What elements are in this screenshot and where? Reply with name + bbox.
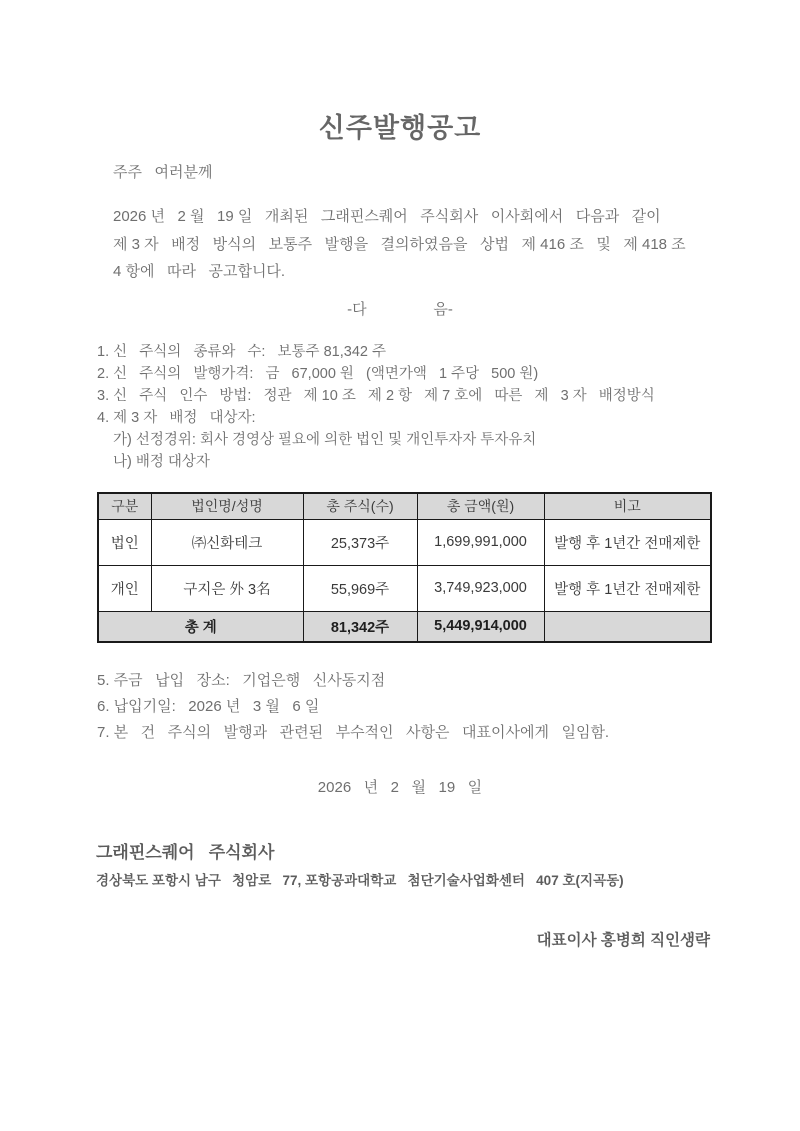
intro-line-1: 2026 년 2 월 19 일 개최된 그래핀스퀘어 주식회사 이사회에서 다음과 같이 xyxy=(113,208,661,225)
col-header-category: 구분 xyxy=(98,493,151,519)
term-item-4a: 가) 선정경위: 회사 경영상 필요에 의한 법인 및 개인투자자 투자유치 xyxy=(113,432,537,448)
col-header-amount: 총 금액(원) xyxy=(417,493,544,519)
term-item-5: 5. 주금 납입 장소: 기업은행 신사동지점 xyxy=(97,672,386,689)
term-item-2: 2. 신 주식의 발행가격: 금 67,000 원 (액면가액 1 주당 500 원) xyxy=(97,366,539,382)
payment-list xyxy=(97,668,737,746)
section-separator: -다 음- xyxy=(347,301,453,318)
table-row-corporation xyxy=(98,519,711,565)
term-item-4: 4. 제 3 자 배정 대상자: xyxy=(97,410,256,426)
cell-category: 법인 xyxy=(98,519,151,565)
term-item-4b: 나) 배정 대상자 xyxy=(113,454,210,470)
intro-paragraph xyxy=(113,203,713,286)
document-title: 신주발행공고 xyxy=(318,113,482,143)
term-item-6: 6. 납입기일: 2026 년 3 월 6 일 xyxy=(97,698,320,715)
total-amount: 5,449,914,000 xyxy=(417,611,544,642)
col-header-shares: 총 주식(수) xyxy=(303,493,417,519)
term-item-1: 1. 신 주식의 종류와 수: 보통주 81,342 주 xyxy=(97,344,386,360)
allocation-table xyxy=(97,492,712,643)
cell-amount: 3,749,923,000 xyxy=(417,565,544,611)
table-total-row xyxy=(98,611,711,642)
intro-line-2: 제 3 자 배정 방식의 보통주 발행을 결의하였음을 상법 제 416 조 및 제 418 조 xyxy=(113,235,686,253)
col-header-name: 법인명/성명 xyxy=(151,493,303,519)
company-name: 그래핀스퀘어 주식회사 xyxy=(96,843,275,862)
cell-name: ㈜신화테크 xyxy=(151,519,303,565)
cell-amount: 1,699,991,000 xyxy=(417,519,544,565)
greeting-line: 주주 여러분께 xyxy=(113,164,213,181)
cell-shares: 25,373주 xyxy=(303,519,417,565)
total-note xyxy=(544,611,711,642)
cell-category: 개인 xyxy=(98,565,151,611)
cell-note: 발행 후 1년간 전매제한 xyxy=(544,565,711,611)
company-address: 경상북도 포항시 남구 청암로 77, 포항공과대학교 첨단기술사업화센터 407 호(지곡동) xyxy=(96,873,624,888)
total-label: 총 계 xyxy=(98,611,303,642)
total-shares: 81,342주 xyxy=(303,611,417,642)
col-header-note: 비고 xyxy=(544,493,711,519)
cell-note: 발행 후 1년간 전매제한 xyxy=(544,519,711,565)
terms-list xyxy=(97,341,737,473)
term-item-3: 3. 신 주식 인수 방법: 정관 제 10 조 제 2 항 제 7 호에 따른 제 3 자 배정방식 xyxy=(97,388,655,404)
document-date: 2026 년 2 월 19 일 xyxy=(317,779,483,796)
table-row-individual xyxy=(98,565,711,611)
cell-name: 구지은 外 3名 xyxy=(151,565,303,611)
table-header-row xyxy=(98,493,711,519)
term-item-7: 7. 본 건 주식의 발행과 관련된 부수적인 사항은 대표이사에게 일임함. xyxy=(97,724,610,741)
intro-line-3: 4 항에 따라 공고합니다. xyxy=(113,263,286,280)
cell-shares: 55,969주 xyxy=(303,565,417,611)
ceo-signature-line: 대표이사 홍병희 직인생략 xyxy=(536,932,710,949)
